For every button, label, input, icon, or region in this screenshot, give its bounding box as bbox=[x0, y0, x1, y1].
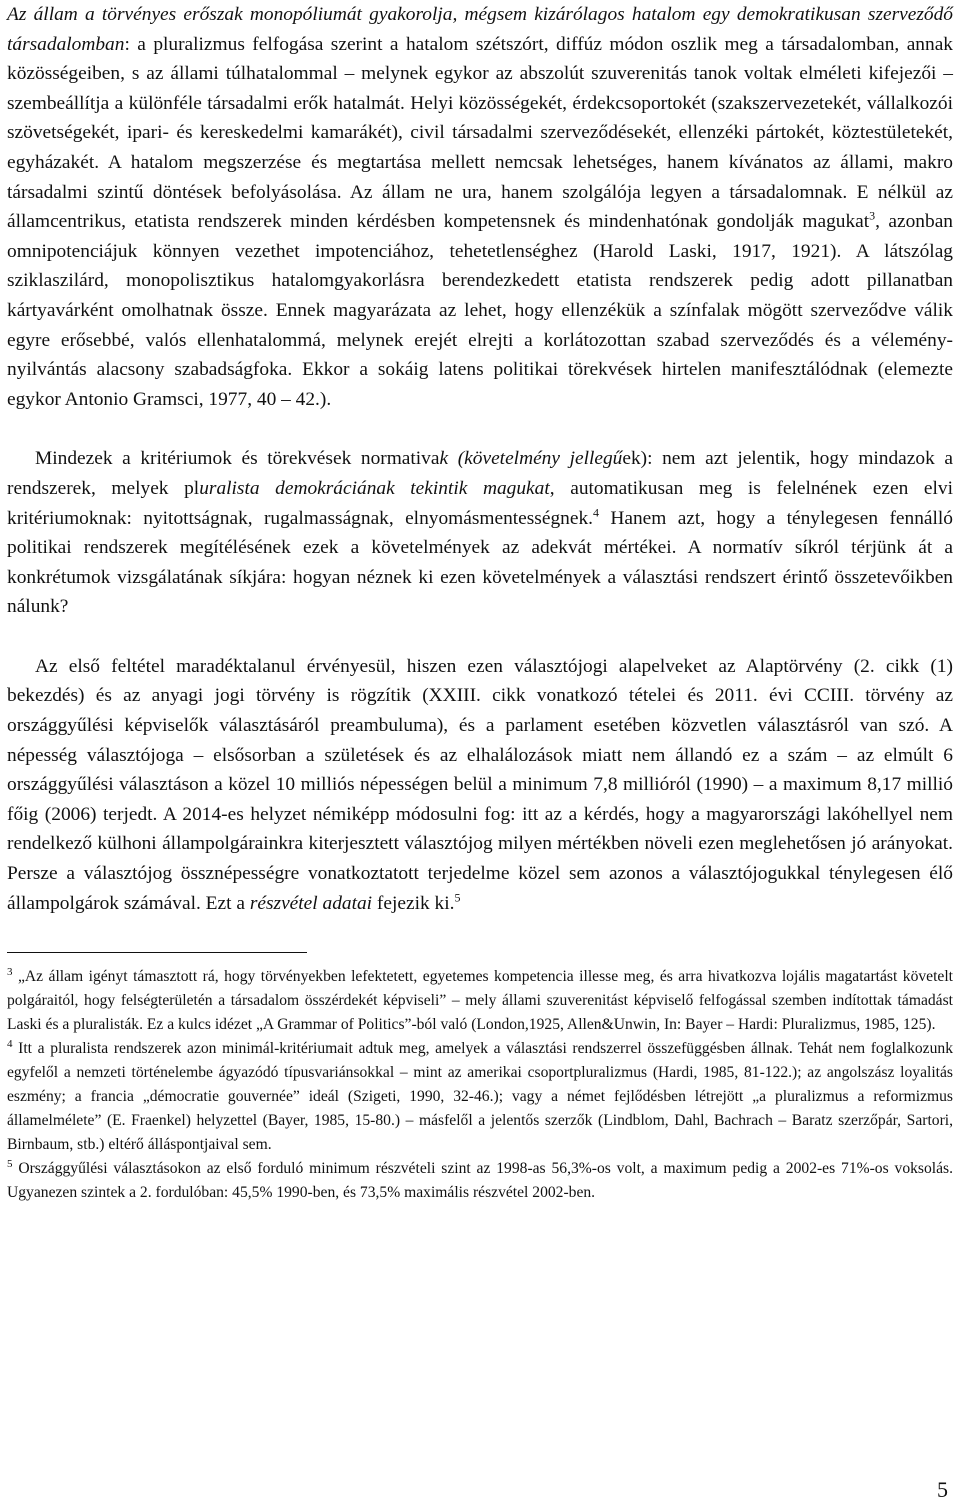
footnote-3 bbox=[7, 965, 953, 1037]
paragraph-1-italic-lead: Az állam a törvényes erőszak monopóliumát gyakorolja, mégsem kizárólagos hatalom egy demokratikusan szerveződő társadalomban bbox=[7, 4, 953, 55]
footnote-3-number: 3 bbox=[7, 966, 13, 979]
paragraph-3-text-a: Az első feltétel maradéktalanul érvényesül, hiszen ezen választójogi alapelveket az Alaptörvény (2. cikk (1) bekezdés) és az anyagi jogi törvény is rögzítik (XXIII. cikk vonatkozó tételei és 2011. évi CCIII. törvény az országgyűlési képviselők választásáról preambuluma), és a parlament esetében közvetlen választásról van szó. A népesség választójoga – elsősorban a születések és az elhalálozások miatt nem állandó ez a szám – az elmúlt 6 országgyűlési választáson a közel 10 milliós népességen belül a minimum 7,8 millióról (1990) – a maximum 8,17 millió főig (2006) terjedt. A 2014-es helyzet némiképp módosulni fog: itt az a kérdés, hogy a magyarországi lakóhellyel nem rendelkező külhoni állampolgárainkra kiterjesztett választójog milyen mértékben növeli ezen meglehetősen jó arányokat. Persze a választójog össznépességre vonatkoztatott terjedelme közel sem azonos a választójogukkal ténylegesen élő állampolgárok számával. Ezt a bbox=[7, 655, 953, 914]
paragraph-1 bbox=[7, 0, 953, 414]
footnote-3-text: „Az állam igényt támasztott rá, hogy törvényekben lefektetett, egyetemes kompetencia illesse meg, és arra hivatkozva lojális magatartást követelt polgáraitól, hogy felségterületén a társadalom összérdekét képviseli” – mely állami szuverenitást képviselő felfogással szemben indítottak támadást Laski és a pluralisták. Ez a kulcs idézet „A Grammar of Politics”-ból való (London,1925, Allen&Unwin, In: Bayer – Hardi: Pluralizmus, 1985, 125). bbox=[7, 968, 953, 1034]
paragraph-1-text-end: , azonban omnipotenciájuk könnyen vezethet impotenciához, tehetetlenséghez (Harold Laski, 1917, 1921). A látszólag sziklaszilárd, monopolisztikus hatalomgyakorlásra berendezkedett etatista rendszerek pedig adott pillanatban kártyavárként omolhatnak össze. Ennek magyarázata az lehet, hogy ellenzékük a színfalak mögött szerveződve válik egyre erősebbé, valós ellenhatalommá, melynek erejét elrejti a korlátozottan szabad szerveződés és a vélemény-nyilvántás alacsony szabadságfoka. Ekkor a sokáig latens politikai törekvések hirtelen manifesztálódnak (elemezte egykor Antonio Gramsci, 1977, 40 – 42.). bbox=[7, 211, 953, 410]
paragraph-1-text: : a pluralizmus felfogása szerint a hatalom szétszórt, diffúz módon oszlik meg a társadalomban, annak közösségeiben, s az állami túlhatalommal – melynek egykor az abszolút szuverenitás tanok voltak elméleti kifejezői – szembeállítja a különféle társadalmi erők hatalmát. Helyi közösségekét, érdekcsoportokét (szakszervezetekét, vállalkozói szövetségekét, ipari- és kereskedelmi kamarákét), civil társadalmi szerveződésekét, ellenzéki pártokét, köztestületekét, egyházakét. A hatalom megszerzése és megtartása mellett nemcsak lehetséges, hanem kívánatos az állami, makro társadalmi szintű döntések befolyásolása. Az állam ne ura, hanem szolgálója legyen a társadalomnak. E nélkül az államcentrikus, etatista rendszerek minden kérdésben kompetensnek és mindenhatónak gondolják magukat bbox=[7, 33, 953, 233]
page-number: 5 bbox=[937, 1477, 948, 1502]
footnote-5-text: Országgyűlési választásokon az első forduló minimum részvételi szint az 1998-as 56,3%-os volt, a maximum pedig a 2002-es 71%-os voksolás. Ugyanezen szintek a 2. fordulóban: 45,5% 1990-ben, és 73,5% maximális részvétel 2002-ben. bbox=[7, 1160, 953, 1202]
paragraph-2 bbox=[7, 444, 953, 622]
paragraph-2-text-a: Mindezek a kritériumok és törekvések normativa bbox=[35, 448, 440, 470]
footnote-4-number: 4 bbox=[7, 1038, 13, 1051]
footnote-ref-5[interactable]: 5 bbox=[454, 890, 461, 905]
footnote-ref-4[interactable]: 4 bbox=[593, 505, 600, 520]
paragraph-gap bbox=[7, 414, 953, 444]
paragraph-2-text-e: , automatikusan meg is felelnének ezen elvi kritériumoknak: nyitottságnak, rugalmasságnak, elnyomásmentességnek. bbox=[7, 477, 953, 529]
footnote-5 bbox=[7, 1157, 953, 1205]
footnote-5-number: 5 bbox=[7, 1158, 13, 1171]
paragraph-2-text-f: Hanem azt, hogy a ténylegesen fennálló politikai rendszerek megítélésének ezek a követelmények az adekvát mértékei. A normatív síkról térjünk át a konkrétumok vizsgálatának síkjára: hogyan néznek ki ezen követelmények a választási rendszert érintő összetevőikben nálunk? bbox=[7, 507, 953, 618]
paragraph-gap bbox=[7, 622, 953, 652]
paragraph-3-italic-b: részvétel adatai bbox=[249, 892, 373, 914]
paragraph-2-text-c: ek): nem azt jelentik, hogy mindazok a rendszerek, melyek pl bbox=[7, 448, 953, 499]
footnote-4 bbox=[7, 1037, 953, 1157]
paragraph-3 bbox=[7, 652, 953, 918]
paragraph-3-text-c: fejezik ki. bbox=[372, 892, 455, 914]
footnote-separator bbox=[7, 952, 307, 953]
footnotes bbox=[7, 965, 953, 1205]
paragraph-2-italic-b: k (követelmény jellegű bbox=[439, 448, 623, 470]
paragraph-2-italic-d: uralista demokráciának tekintik magukat bbox=[199, 477, 550, 499]
footnote-ref-3[interactable]: 3 bbox=[869, 208, 876, 223]
footnote-4-text: Itt a pluralista rendszerek azon minimál-kritériumait adtuk meg, amelyek a választási rendszerrel összefüggésben állnak. Tehát nem foglalkozunk egyfelől a nemzeti történelembe ágyazódó típusvariánsokkal – mint az amerikai csoportpluralizmus (Hardi, 1985, 81-122.); az angolszász loyalitás eszmény; a francia „démocratie gouvernée” ideál (Szigeti, 1990, 32-46.); vagy a német fejlődésben létrejött „a pluralizmus a reformizmus államelmélete” (E. Fraenkel) helyzettel (Bayer, 1985, 15-80.) – másfelől a jelentős szerzők (Lindblom, Dahl, Bachrach – Baratz szerzőpár, Sartori, Birnbaum, stb.) eltérő álláspontjaival sem. bbox=[7, 1040, 953, 1154]
